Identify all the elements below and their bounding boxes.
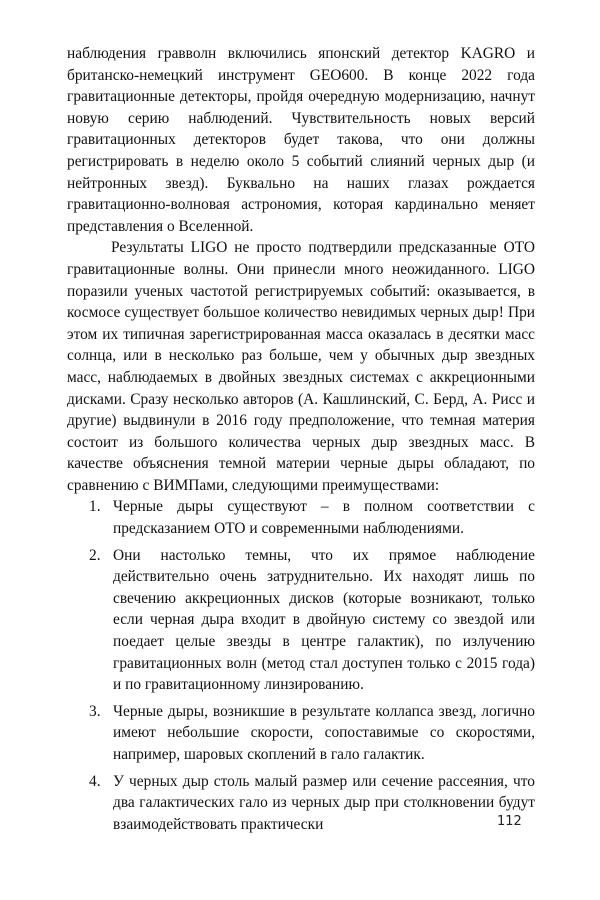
list-item — [67, 496, 535, 539]
list-item-text: Черные дыры существуют – в полном соответствии с предсказанием ОТО и современными наблюдениями. — [113, 498, 535, 538]
paragraph-ligo-results: Результаты LIGO не просто подтвердили предсказанные ОТО гравитационные волны. Они принесли много неожиданного. LIGO поразили ученых частотой регистрируемых событий: оказывается, в космосе существует большое количество невидимых черных дыр! При этом их типичная зарегистрированная масса оказалась в десятки масс солнца, или в несколько раз больше, чем у обычных дыр звездных масс, наблюдаемых в двойных звездных системах с аккреционными дисками. Сразу несколько авторов (А. Кашлинский, С. Берд, А. Рисс и другие) выдвинули в 2016 году предположение, что темная материя состоит из большого количества черных дыр звездных масс. В качестве объяснения темной материи черные дыры обладают, по сравнению с ВИМПами, следующими преимуществами: — [67, 239, 535, 494]
advantages-list — [67, 496, 535, 835]
page-body — [67, 43, 535, 840]
list-item-text: У черных дыр столь малый размер или сечение рассеяния, что два галактических гало из черных дыр при столкновении будут взаимодействовать практически — [113, 772, 535, 833]
list-item — [67, 701, 535, 766]
list-item — [67, 771, 535, 836]
list-item-number: 3. — [89, 702, 101, 720]
list-item-number: 1. — [89, 498, 101, 516]
list-item-number: 4. — [89, 772, 101, 790]
list-item-text: Черные дыры, возникшие в результате коллапса звезд, логично имеют небольшие скорости, сопоставимые со скоростями, например, шаровых скоплений в гало галактик. — [113, 702, 535, 763]
list-item-text: Они настолько темны, что их прямое наблюдение действительно очень затруднительно. Их находят лишь по свечению аккреционных дисков (которые возникают, только если черная дыра входит в двойную систему со звездой или поедает целые звезды в центре галактик), по излучению гравитационных волн (метод стал доступен только с 2015 года) и по гравитационному линзированию. — [113, 546, 535, 694]
page-number: 112 — [497, 814, 522, 829]
paragraph-intro: наблюдения гравволн включились японский детектор KAGRO и британско-немецкий инструмент GEO600. В конце 2022 года гравитационные детекторы, пройдя очередную модернизацию, начнут новую серию наблюдений. Чувствительность новых версий гравитационных детекторов будет такова, что они должны регистрировать в неделю около 5 событий слияний черных дыр (и нейтронных звезд). Буквально на наших глазах рождается гравитационно-волновая астрономия, которая кардинально меняет представления о Вселенной. — [67, 45, 535, 235]
list-item — [67, 545, 535, 696]
list-item-number: 2. — [89, 546, 101, 564]
